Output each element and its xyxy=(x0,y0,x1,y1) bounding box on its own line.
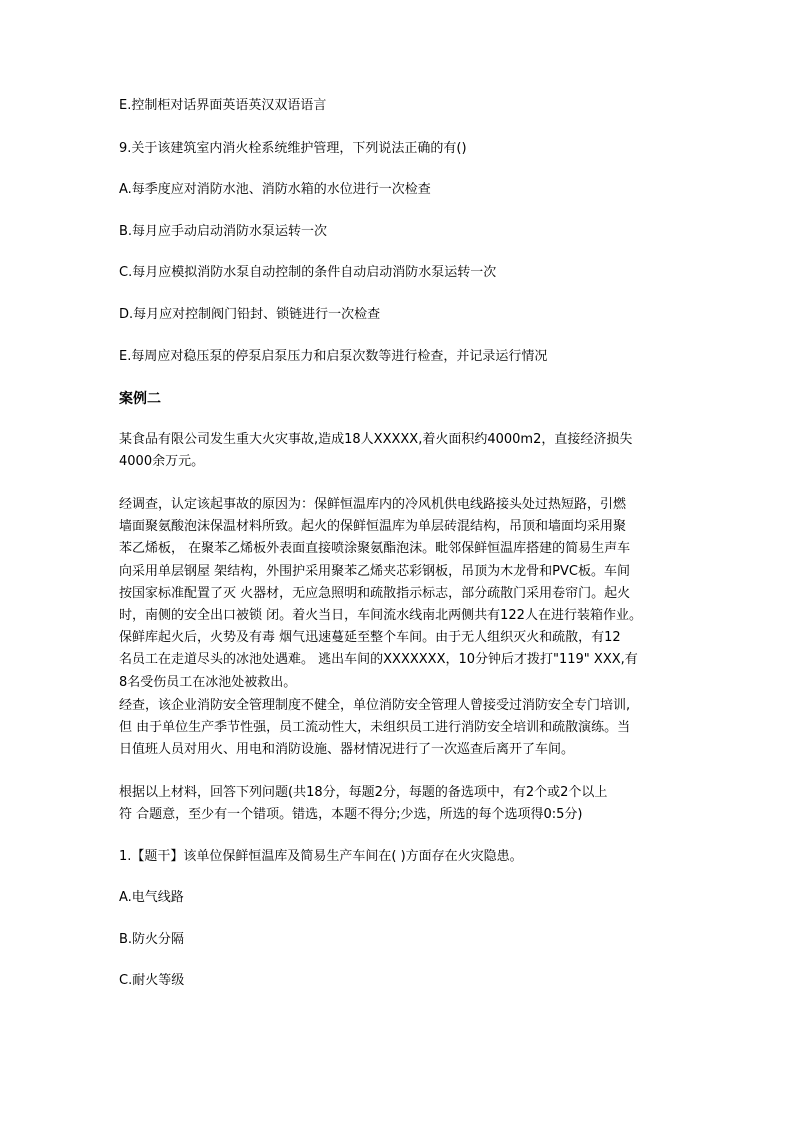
case-2-management xyxy=(119,695,687,762)
investigation-line: 向采用单层钢屋 架结构，外围护采用聚苯乙烯夹芯彩钢板，吊顶为木龙骨和PVC板。车间 xyxy=(119,563,630,579)
investigation-line: 8名受伤员工在冰池处被救出。 xyxy=(119,674,297,690)
investigation-line: 墙面聚氨酸泡沫保温材料所致。起火的保鲜恒温库为单层砖混结构，吊顶和墙面均采用聚 xyxy=(119,519,627,535)
question-1-stem: 1.【题干】该单位保鲜恒温库及简易生产车间在( )方面存在火灾隐患。 xyxy=(119,849,523,864)
investigation-line: 名员工在走道尽头的冰池处遇难。 逃出车间的XXXXXXX，10分钟后才拨打"119" XXX,有 xyxy=(119,652,638,668)
management-line: 但 由于单位生产季节性强，员工流动性大，未组织员工进行消防安全培训和疏散演练。当 xyxy=(119,720,631,736)
question-9-option-d: D.每月应对控制阀门铅封、锁链进行一次检查 xyxy=(119,307,381,322)
management-line: 日值班人员对用火、用电和消防设施、器材情况进行了一次巡查后离开了车间。 xyxy=(119,742,575,758)
investigation-line: 时，南侧的安全出口被锁 闭。着火当日，车间流水线南北两侧共有122人在进行装箱作业。 xyxy=(119,608,642,624)
management-line: 经查，该企业消防安全管理制度不健全，单位消防安全管理人曾接受过消防安全专门培训, xyxy=(119,698,631,713)
question-9-option-a: A.每季度应对消防水池、消防水箱的水位进行一次检查 xyxy=(119,182,431,197)
instructions-line: 根据以上材料，回答下列问题(共18分，每题2分，每题的备选项中，有2个或2个以上 xyxy=(119,785,608,800)
question-9-stem: 9.关于该建筑室内消火栓系统维护管理，下列说法正确的有() xyxy=(119,141,467,156)
investigation-line: 经调查，认定该起事故的原因为：保鲜恒温库内的冷风机供电线路接头处过热短路，引燃 xyxy=(119,497,627,512)
case-2-intro xyxy=(119,429,687,473)
question-1-option-a: A.电气线路 xyxy=(119,890,184,905)
intro-line: 4000余万元。 xyxy=(119,454,205,470)
case-2-investigation xyxy=(119,494,687,694)
investigation-line: 保鲜库起火后，火势及有毒 烟气迅速蔓延至整个车间。由于无人组织灭火和疏散，有12 xyxy=(119,630,621,646)
intro-line: 某食品有限公司发生重大火灾事故,造成18人XXXXX,着火面积约4000m2，直接经济损失 xyxy=(119,432,633,447)
option-e-previous: E.控制柜对话界面英语英汉双语语言 xyxy=(119,98,327,113)
question-1-option-b: B.防火分隔 xyxy=(119,932,185,947)
case-2-heading: 案例二 xyxy=(119,391,161,407)
question-1-option-c: C.耐火等级 xyxy=(119,973,185,988)
case-2-instructions xyxy=(119,782,687,826)
question-9-option-e: E.每周应对稳压泵的停泵启泵压力和启泵次数等进行检查，并记录运行情况 xyxy=(119,349,548,364)
question-9-option-c: C.每月应模拟消防水泵自动控制的条件自动启动消防水泵运转一次 xyxy=(119,265,497,280)
investigation-line: 按国家标准配置了灭 火器材，无应急照明和疏散指示标志，部分疏散门采用卷帘门。起火 xyxy=(119,585,631,601)
question-9-option-b: B.每月应手动启动消防水泵运转一次 xyxy=(119,224,328,239)
instructions-line: 符 合题意，至少有一个错项。错选，本题不得分;少选，所选的每个选项得0:5分) xyxy=(119,807,583,823)
investigation-line: 苯乙烯板， 在聚苯乙烯板外表面直接喷涂聚氨酯泡沫。毗邻保鲜恒温库搭建的简易生声车 xyxy=(119,541,631,557)
